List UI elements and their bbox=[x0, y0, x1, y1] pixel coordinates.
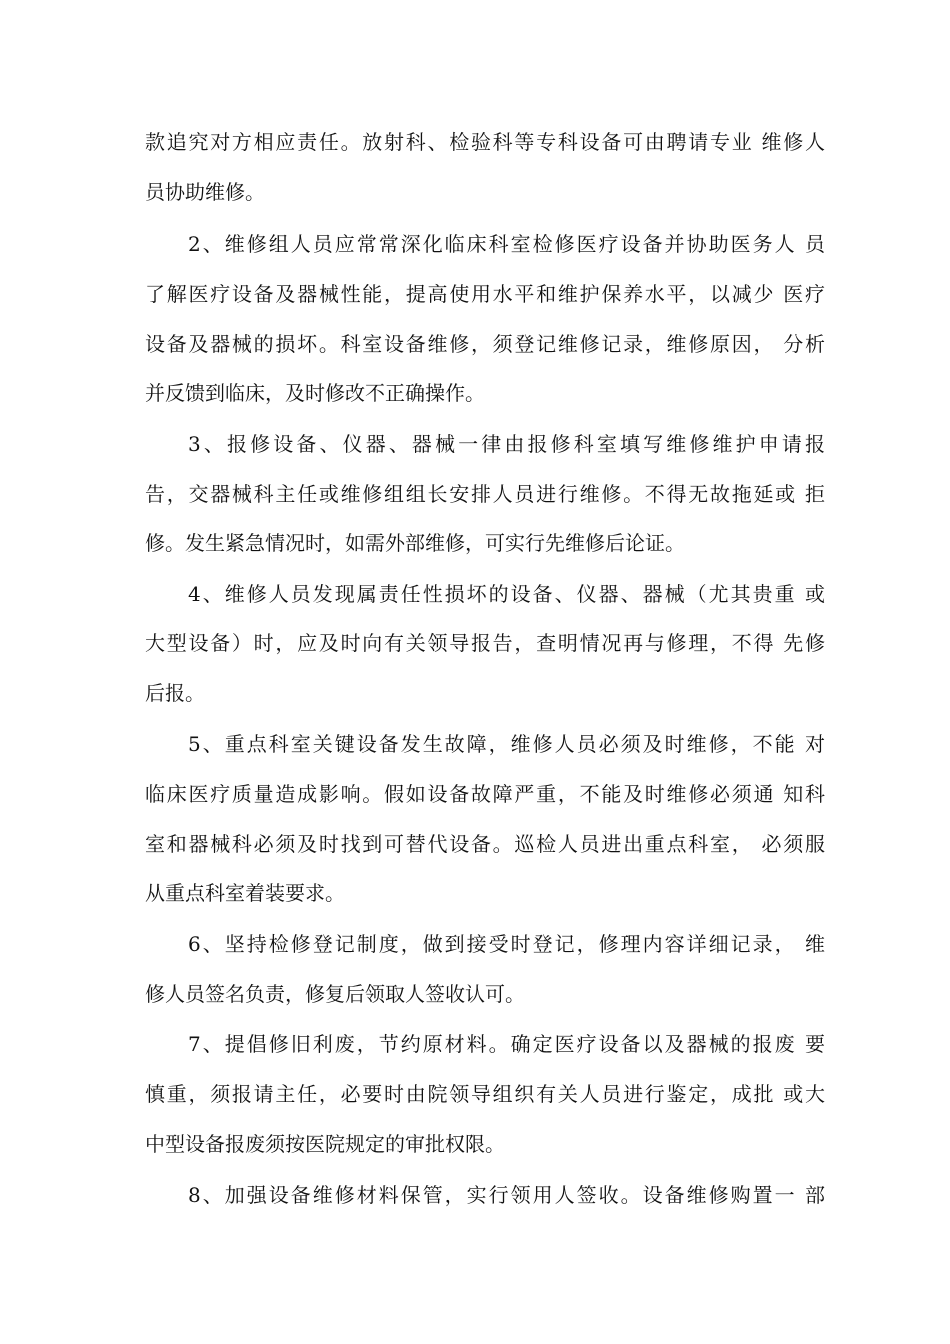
text-line: 修。发生紧急情况时，如需外部维修，可实行先维修后论证。 bbox=[145, 531, 685, 555]
text-line: 设备及器械的损坏。科室设备维修，须登记维修记录，维修原因， 分析 bbox=[145, 332, 825, 356]
paragraph-8-line: 8、加强设备维修材料保管，实行领用人签收。设备维修购置一 部 bbox=[188, 1183, 825, 1207]
text-line: 临床医疗质量造成影响。假如设备故障严重，不能及时维修必须通 知科 bbox=[145, 782, 825, 806]
text-line: 修人员签名负责，修复后领取人签收认可。 bbox=[145, 982, 525, 1006]
paragraph-2-line: 2、维修组人员应常常深化临床科室检修医疗设备并协助医务人 员 bbox=[188, 232, 825, 256]
paragraph-7-line: 7、提倡修旧利废，节约原材料。确定医疗设备以及器械的报废 要 bbox=[188, 1032, 825, 1056]
paragraph-4-line: 4、维修人员发现属责任性损坏的设备、仪器、器械（尤其贵重 或 bbox=[188, 582, 825, 606]
text-line: 告，交器械科主任或维修组组长安排人员进行维修。不得无故拖延或 拒 bbox=[145, 482, 825, 506]
text-line: 从重点科室着装要求。 bbox=[145, 881, 345, 905]
text-line: 慎重，须报请主任，必要时由院领导组织有关人员进行鉴定，成批 或大 bbox=[145, 1082, 825, 1106]
paragraph-5-line: 5、重点科室关键设备发生故障，维修人员必须及时维修，不能 对 bbox=[188, 732, 825, 756]
paragraph-3-line: 3、报修设备、仪器、器械一律由报修科室填写维修维护申请报 bbox=[188, 432, 825, 456]
text-line: 款追究对方相应责任。放射科、检验科等专科设备可由聘请专业 维修人 bbox=[145, 130, 825, 154]
text-line: 室和器械科必须及时找到可替代设备。巡检人员进出重点科室， 必须服 bbox=[145, 832, 825, 856]
text-line: 并反馈到临床，及时修改不正确操作。 bbox=[145, 381, 485, 405]
text-line: 中型设备报废须按医院规定的审批权限。 bbox=[145, 1132, 505, 1156]
text-line: 大型设备）时，应及时向有关领导报告，查明情况再与修理，不得 先修 bbox=[145, 631, 825, 655]
text-line: 员协助维修。 bbox=[145, 180, 265, 204]
paragraph-6-line: 6、坚持检修登记制度，做到接受时登记，修理内容详细记录， 维 bbox=[188, 932, 825, 956]
text-line: 后报。 bbox=[145, 681, 205, 705]
text-line: 了解医疗设备及器械性能，提高使用水平和维护保养水平，以减少 医疗 bbox=[145, 282, 825, 306]
